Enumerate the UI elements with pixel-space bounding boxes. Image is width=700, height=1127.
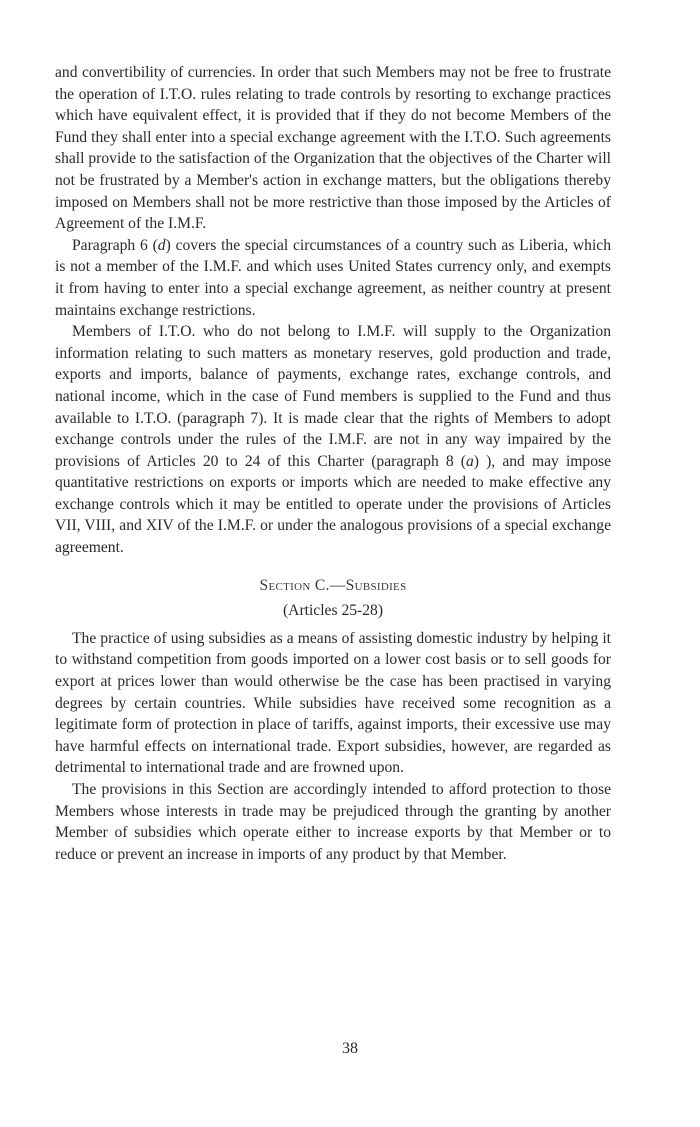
paragraph-non-fund-ref: a — [466, 452, 474, 470]
paragraph-liberia-ref: d — [157, 236, 166, 254]
paragraph-non-fund-members — [55, 321, 611, 559]
paragraph-liberia — [55, 235, 611, 321]
paragraph-liberia-text-b: ) covers the special circumstances of a country such as Liberia, which is not a member of the I.M.F. and which uses United States currency only, and exempts it from having to enter into a special exchange agreement, as neither country at present maintains exchange restrictions. — [55, 236, 612, 319]
page-body — [55, 62, 611, 865]
paragraph-exchange-agreements: and convertibility of currencies. In order that such Members may not be free to frustrate the operation of I.T.O. rules relating to trade controls by resorting to exchange practices which have equivalent effect, it is provided that if they do not become Members of the Fund they shall enter into a special exchange agreement with the I.T.O. Such agreements shall provide to the satisfaction of the Organization that the objectives of the Charter will not be frustrated by a Member's action in exchange matters, but the obligations thereby imposed on Members shall not be more restrictive than those imposed by the Articles of Agreement of the I.M.F. — [55, 64, 611, 233]
section-heading: Section C.—Subsidies — [259, 576, 407, 594]
paragraph-subsidies-practice: The practice of using subsidies as a means of assisting domestic industry by helping it to withstand competition from goods imported on a lower cost basis or to sell goods for export at prices lower than would otherwise be the case has been practised in varying degrees by certain countries. While subsidies have received some recognition as a legitimate form of protection in place of tariffs, against imports, their excessive use may have harmful effects on international trade. Export subsidies, however, are regarded as detrimental to international trade and are frowned upon. — [55, 629, 611, 777]
paragraph-non-fund-text-b: ) ), and may impose quantitative restrictions on exports or imports which are needed to make effective any exchange controls which it may be entitled to operate under the provisions of Articles VII, VIII, and XIV of the I.M.F. or under the analogous provisions of a special exchange agreement. — [55, 452, 611, 557]
paragraph-non-fund-text-a: Members of I.T.O. who do not belong to I.M.F. will supply to the Organization information relating to such matters as monetary reserves, gold production and trade, exports and imports, balance of payments, exchange rates, exchange controls, and national income, which in the case of Fund members is supplied to the Fund and thus available to I.T.O. (paragraph 7). It is made clear that the rights of Members to adopt exchange controls under the rules of the I.M.F. are not in any way impaired by the provisions of Articles 20 to 24 of this Charter (paragraph 8 ( — [55, 323, 611, 470]
paragraph-subsidies-provisions: The provisions in this Section are accordingly intended to afford protection to those Members whose interests in trade may be prejudiced through the granting by another Member of subsidies which operate either to increase exports by that Member or to reduce or prevent an increase in imports of any product by that Member. — [55, 781, 611, 863]
paragraph-liberia-text-a: Paragraph 6 ( — [72, 236, 158, 254]
page-number: 38 — [342, 1040, 358, 1057]
section-articles-range: (Articles 25-28) — [282, 602, 384, 620]
